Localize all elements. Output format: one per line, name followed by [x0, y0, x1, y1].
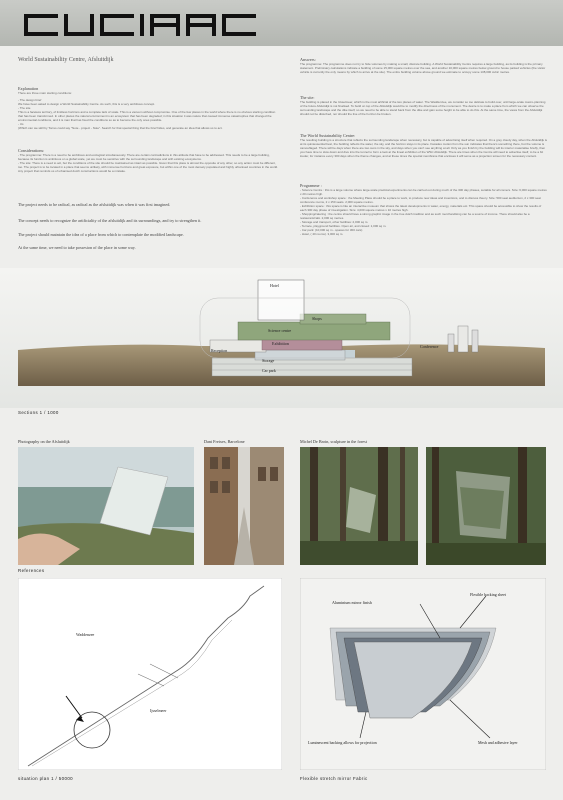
photo-barcelona: [204, 447, 284, 565]
situation-plan: [18, 578, 282, 770]
programme-item: - Storage and transport, other facilities: 2,000 sq m.: [300, 220, 369, 224]
programme-item: - Shopping/catering : the centre should have a strong graphic image in the true dutch tradition and as such merchandising can be a source of income. There should also be a restaurant/café. 2,000 sq metres.: [300, 212, 530, 220]
answers-heading: Answers:: [300, 57, 316, 62]
waddenzee-label: Waddenzee: [76, 632, 95, 637]
aluminium-label: Aluminium mirror finish: [332, 600, 372, 605]
wsc-text: The resulting building is a structure that reflects the surrounding landscape when necessary, but is capable of advertising itself when required. On a grey cloudy day, when the Afsluitdijk is at its quintessential best, the building reflects the water, the sky, and the horizon stays in its place. Facades motion from the sun indicates that there's something there, but the volume is camouflaged. There will be days when there are two suns in the sky, and days when you can't see anything at all. Only as you finish by the building will its interior materialise briefly, then you have time to slow down and dive into the tunnel to form a look at the lineal exhibition of the WSC Afsluitdijk. There are times when the Centre will need to advertise itself, to be a bit louder, for instance every 300 days when the theme changes, and at these times the special membrane that encloses it will serve as a projection screen for the necessary content.: [300, 138, 548, 158]
fabric-label: Flexible stretch mirror Fabric: [300, 776, 368, 781]
explanation-intro: There are three main starting conditions:: [18, 91, 72, 95]
site-block: [300, 95, 548, 116]
shops-label: Shops: [312, 316, 322, 321]
statement-1: The project needs to be radical, as radical as the afsluitdijk was when it was first imagined.: [18, 202, 171, 207]
luminescent-label: Luminescent backing allows for projection: [308, 740, 377, 745]
storage-label: Storage: [262, 358, 275, 363]
answers-text: The programme: The programme does not try to hide volumes by making a small, discrete building. A World Sustainability Centre requires a large building, as its building is the primary statement. Preliminary calculations indicate a building of some 15,000 square metres over the sea, and another 10,000 square metres below ground to house parked vehicles (the visitor vehicle is currently the only means by which to arrive at the site). The entire building volume above ground we estimate to occupy some 138,000 cubic metres.: [300, 62, 546, 74]
us-text: (Which can we skill by Torres could say "Note - project - Note". Search for that special thing that the brief hides, and generate an idea that allows us to act.: [18, 126, 223, 130]
capicua-logo: [18, 6, 288, 42]
situation-label: situation plan 1 / 50000: [18, 776, 74, 781]
exhibition-label: Exhibition: [272, 341, 289, 346]
project-title: World Sustainability Centre, Afsluitdijk: [18, 57, 114, 63]
reference-caption-2: Dani Freixes, Barcelone: [204, 439, 245, 444]
photo-forest-1: [300, 447, 418, 565]
programme-heading: Programme :: [300, 183, 322, 188]
reference-caption-1: Photography on the Afsluitdijk: [18, 439, 70, 444]
answers-block: [300, 57, 548, 74]
site-heading: - The site: [18, 106, 31, 110]
car-park-label: Car park: [262, 368, 276, 373]
us-heading: - Us: [18, 122, 24, 126]
programme-block: [300, 183, 548, 236]
statement-3: The project should maintain the idea of a place from which to contemplate the modified landscape.: [18, 232, 184, 237]
wsc-heading: The World Sustainability Centre:: [300, 133, 356, 138]
site-section-heading: The site:: [300, 95, 315, 100]
section-drawing: [0, 268, 563, 408]
programme-item: - Hotel, ( 40 rooms). 3,000 sq m.: [300, 232, 344, 236]
considerations-programme: - The programme: There is a need to be ambitious and ecological simultaneously. There are certain contradictions in this attitude that have to be addressed. This needs to be a large building, because its function is ambitious on a global scale, yet we must be sensitive with the surrounding landscape and with existing ecosystems.: [18, 153, 270, 161]
site-text: This is a faceless territory, of limitless horizons and a complete lack of scale. This is a vacuum without compromise. One of the few places in the world where there is no obvious starting condition that has been transformed. In other places the natural environment is an ecosystem that has been degraded; in this situation it was nature that caused immense catastrophes that changed the environmental conditions, and it is man that has fixed the conditions so as to become the only ones possible.: [18, 110, 276, 122]
shops-volume: [300, 314, 366, 324]
conference-label: Conference: [420, 344, 439, 349]
statement-4: At the same time, we need to take possesion of the place in some way.: [18, 245, 136, 250]
considerations-block: [18, 148, 280, 173]
programme-item: - Terrace, playground facilities. Open air, and closed: 1,000 sq m.: [300, 224, 387, 228]
statement-2: The concept needs to recognize the artificiality of the afsluitdijk and its surroundings, and try to strengthen it.: [18, 218, 202, 223]
science-centre-label: Science centre: [268, 328, 292, 333]
hotel-volume: [258, 280, 304, 320]
photo-forest-2: [426, 447, 546, 565]
reference-caption-3: Michel De Broin, sculpture in the forest: [300, 439, 367, 444]
programme-item: - Car park: (10,000 sq m - spaces for 300 cars): [300, 228, 363, 232]
considerations-heading: Considerations:: [18, 148, 45, 153]
brief-heading: - The design brief: [18, 98, 42, 102]
science-centre-volume: [238, 322, 390, 340]
wsc-block: [300, 133, 548, 158]
mesh-label: Mesh and adhesive layer: [478, 740, 518, 745]
explanation-block: [18, 86, 280, 130]
brief-text: We have been asked to design a World Sustainability Centre. As such, this is a very ambitious concept.: [18, 102, 155, 106]
hotel-label: Hotel: [270, 283, 279, 288]
backing-label: Flexible backing sheet: [470, 592, 506, 597]
programme-item: - Exhibition space : this space is like an interactive museum that shows the latest developments in water, energy, materials etc. This space should be accessible to show the results of each 300 day phase of investigation. Size: 4,000 square metres x 10 metres high.: [300, 204, 542, 212]
explanation-heading: Explanation: [18, 86, 39, 91]
car-park-volume: [212, 358, 412, 376]
sections-label: Sections 1 / 1000: [18, 410, 59, 415]
site-section-text: The building is placed in the IJsselmeer, which is the most artificial of the two planes of water. The Waddenzee, we consider so too delicate to build over, until large-scale macro-planning of the future Afsluitdijk is not finalised. To build on top of the Afsluitdijk would be to modify the directness of the monument. The desire is to make a place from which we can observe the surrounding landscape and the dike itself, so we need to be able to stand back from the dike and gain some height to be able to do this. At the same time, the views from the Afsluitdijk should not be disturbed, nor should the line of the horizon be broken.: [300, 100, 546, 116]
considerations-site: - The site: There is a need to act, but the conditions of the site should be maintained as intact as possible. Given that this place is almost the opposite of any other, so any action must be different, too. The project is to be located in a place that seems unlikely, with immense horizons and great exposure, but within one of the most densely populated and highly urbanised countries in the world. Any project that reminds us of urbanised dutch constructions would be a mistake.: [18, 161, 279, 173]
programme-item: - Conference and workshop space : the Meeting Place should be a place to work, to produce new ideas and inventions, and to discuss theory. Size: 500 seat auditorium, 2 x 300 seat conference rooms, 2 x 150 seats. 2,000 square metres.: [300, 196, 541, 204]
reception-label: Reception: [211, 348, 228, 353]
photo-afsluitdijk: [18, 447, 194, 565]
programme-item: - Science Centre : this is a large volume where large-scale practical experiments can be carried out during much of the 300 day phases, suitable for all comers. Size: 6,000 square metres x 20 metres high.: [300, 188, 547, 196]
ijsselmeer-label: Ijsselmeer: [150, 708, 167, 713]
references-label: References: [18, 568, 45, 573]
